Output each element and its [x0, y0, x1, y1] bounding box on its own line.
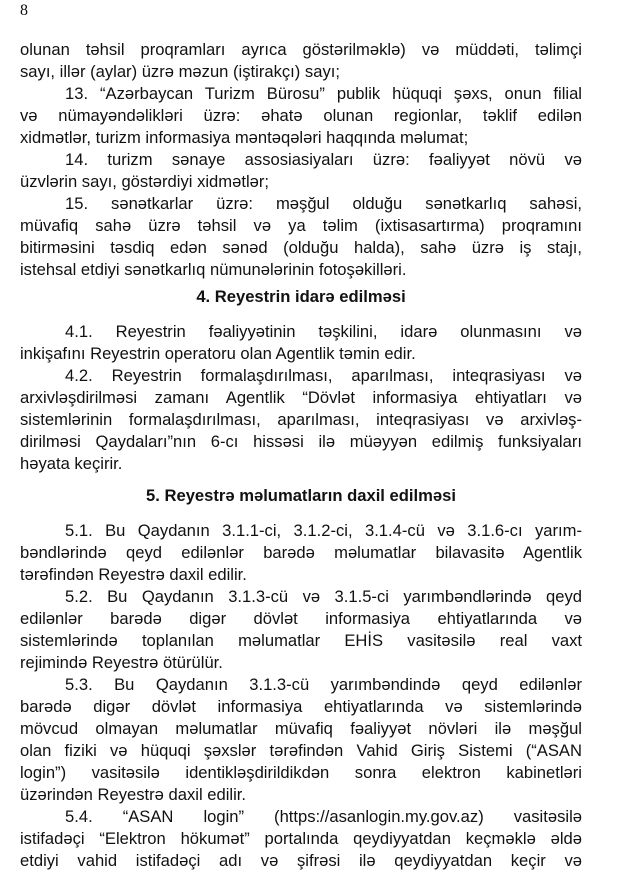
text-line: barədə digər dövlət informasiya ehtiyatlarında və sistemlərində [20, 697, 582, 716]
text-line: 14. turizm sənaye assosiasiyaları üzrə: fəaliyyət növü və [65, 150, 582, 169]
page-number: 8 [20, 2, 28, 19]
text-line: xidmətlər, turizm informasiya məntəqələri haqqında məlumat; [20, 128, 469, 147]
text-line: edilənlər barədə digər dövlət informasiya ehtiyatlarında və [20, 609, 582, 628]
text-line: olan fiziki və hüquqi şəxslər tərəfindən Vahid Giriş Sistemi (“ASAN [20, 741, 582, 760]
text-line: 5.4. “ASAN login” (https://asanlogin.my.gov.az) vasitəsilə [65, 807, 582, 826]
paragraph [20, 39, 582, 83]
text-line: 4.2. Reyestrin formalaşdırılması, aparılması, inteqrasiyası və [65, 366, 582, 385]
text-line: etdiyi vahid istifadəçi adı və şifrəsi ilə qeydiyyatdan keçir və [20, 851, 582, 870]
text-line: 15. sənətkarlar üzrə: məşğul olduğu sənətkarlıq sahəsi, [65, 194, 582, 213]
text-line: sistemlərinin formalaşdırılması, aparılması, inteqrasiyası və arxivləş- [20, 410, 582, 429]
paragraph [20, 806, 582, 872]
text-line: mövcud olmayan məlumatlar müvafiq fəaliyyət növləri ilə məşğul [20, 719, 582, 738]
text-line: və nümayəndəlikləri üzrə: əhatə olunan regionlar, təklif edilən [20, 106, 582, 125]
text-line: sistemlərində toplanılan məlumatlar EHİS vasitəsilə real vaxt [20, 631, 582, 650]
text-line: üzvlərin sayı, göstərdiyi xidmətlər; [20, 172, 269, 191]
text-line: üzərindən Reyestrə daxil edilir. [20, 785, 246, 804]
paragraph [20, 149, 582, 193]
text-line: həyata keçirir. [20, 454, 123, 473]
paragraph [20, 520, 582, 586]
text-line: istifadəçi “Elektron hökumət” portalında qeydiyyatdan keçməklə əldə [20, 829, 582, 848]
text-line: rejimində Reyestrə ötürülür. [20, 653, 223, 672]
paragraph [20, 674, 582, 806]
paragraph [20, 321, 582, 365]
paragraph [20, 365, 582, 475]
text-line: arxivləşdirilməsi zamanı Agentlik “Dövlət informasiya ehtiyatları və [20, 388, 582, 407]
text-line: login”) vasitəsilə identikləşdirildikdən sonra elektron kabinetləri [20, 763, 582, 782]
text-line: tərəfindən Reyestrə daxil edilir. [20, 565, 247, 584]
paragraph [20, 586, 582, 674]
text-line: 13. “Azərbaycan Turizm Bürosu” publik hüquqi şəxs, onun filial [65, 84, 582, 103]
text-line: bəndlərində qeyd edilənlər barədə məlumatlar bilavasitə Agentlik [20, 543, 582, 562]
text-line: bitirməsini təsdiq edən sənəd (olduğu halda), sahə üzrə iş stajı, [20, 238, 582, 257]
paragraph [20, 83, 582, 149]
text-line: 5.3. Bu Qaydanın 3.1.3-cü yarımbəndində qeyd edilənlər [65, 675, 582, 694]
text-line: 5.2. Bu Qaydanın 3.1.3-cü və 3.1.5-ci yarımbəndlərində qeyd [65, 587, 582, 606]
paragraph [20, 193, 582, 281]
section-heading: 5. Reyestrə məlumatların daxil edilməsi [146, 486, 456, 505]
text-line: dirilməsi Qaydaları”nın 6-cı hissəsi ilə müəyyən edilmiş funksiyaları [20, 432, 582, 451]
text-line: istehsal etdiyi sənətkarlıq nümunələrinin fotoşəkilləri. [20, 260, 407, 279]
text-line: inkişafını Reyestrin operatoru olan Agentlik təmin edir. [20, 344, 416, 363]
text-line: müvafiq sahə üzrə təhsil və ya təlim (ixtisasartırma) proqramını [20, 216, 582, 235]
text-line: 5.1. Bu Qaydanın 3.1.1-ci, 3.1.2-ci, 3.1.4-cü və 3.1.6-cı yarım- [65, 521, 582, 540]
text-line: olunan təhsil proqramları ayrıca göstərilməklə) və müddəti, təlimçi [20, 40, 582, 59]
text-line: 4.1. Reyestrin fəaliyyətinin təşkilini, idarə olunmasını və [65, 322, 582, 341]
section-heading: 4. Reyestrin idarə edilməsi [196, 287, 406, 306]
text-line: sayı, illər (aylar) üzrə məzun (iştirakçı) sayı; [20, 62, 340, 81]
